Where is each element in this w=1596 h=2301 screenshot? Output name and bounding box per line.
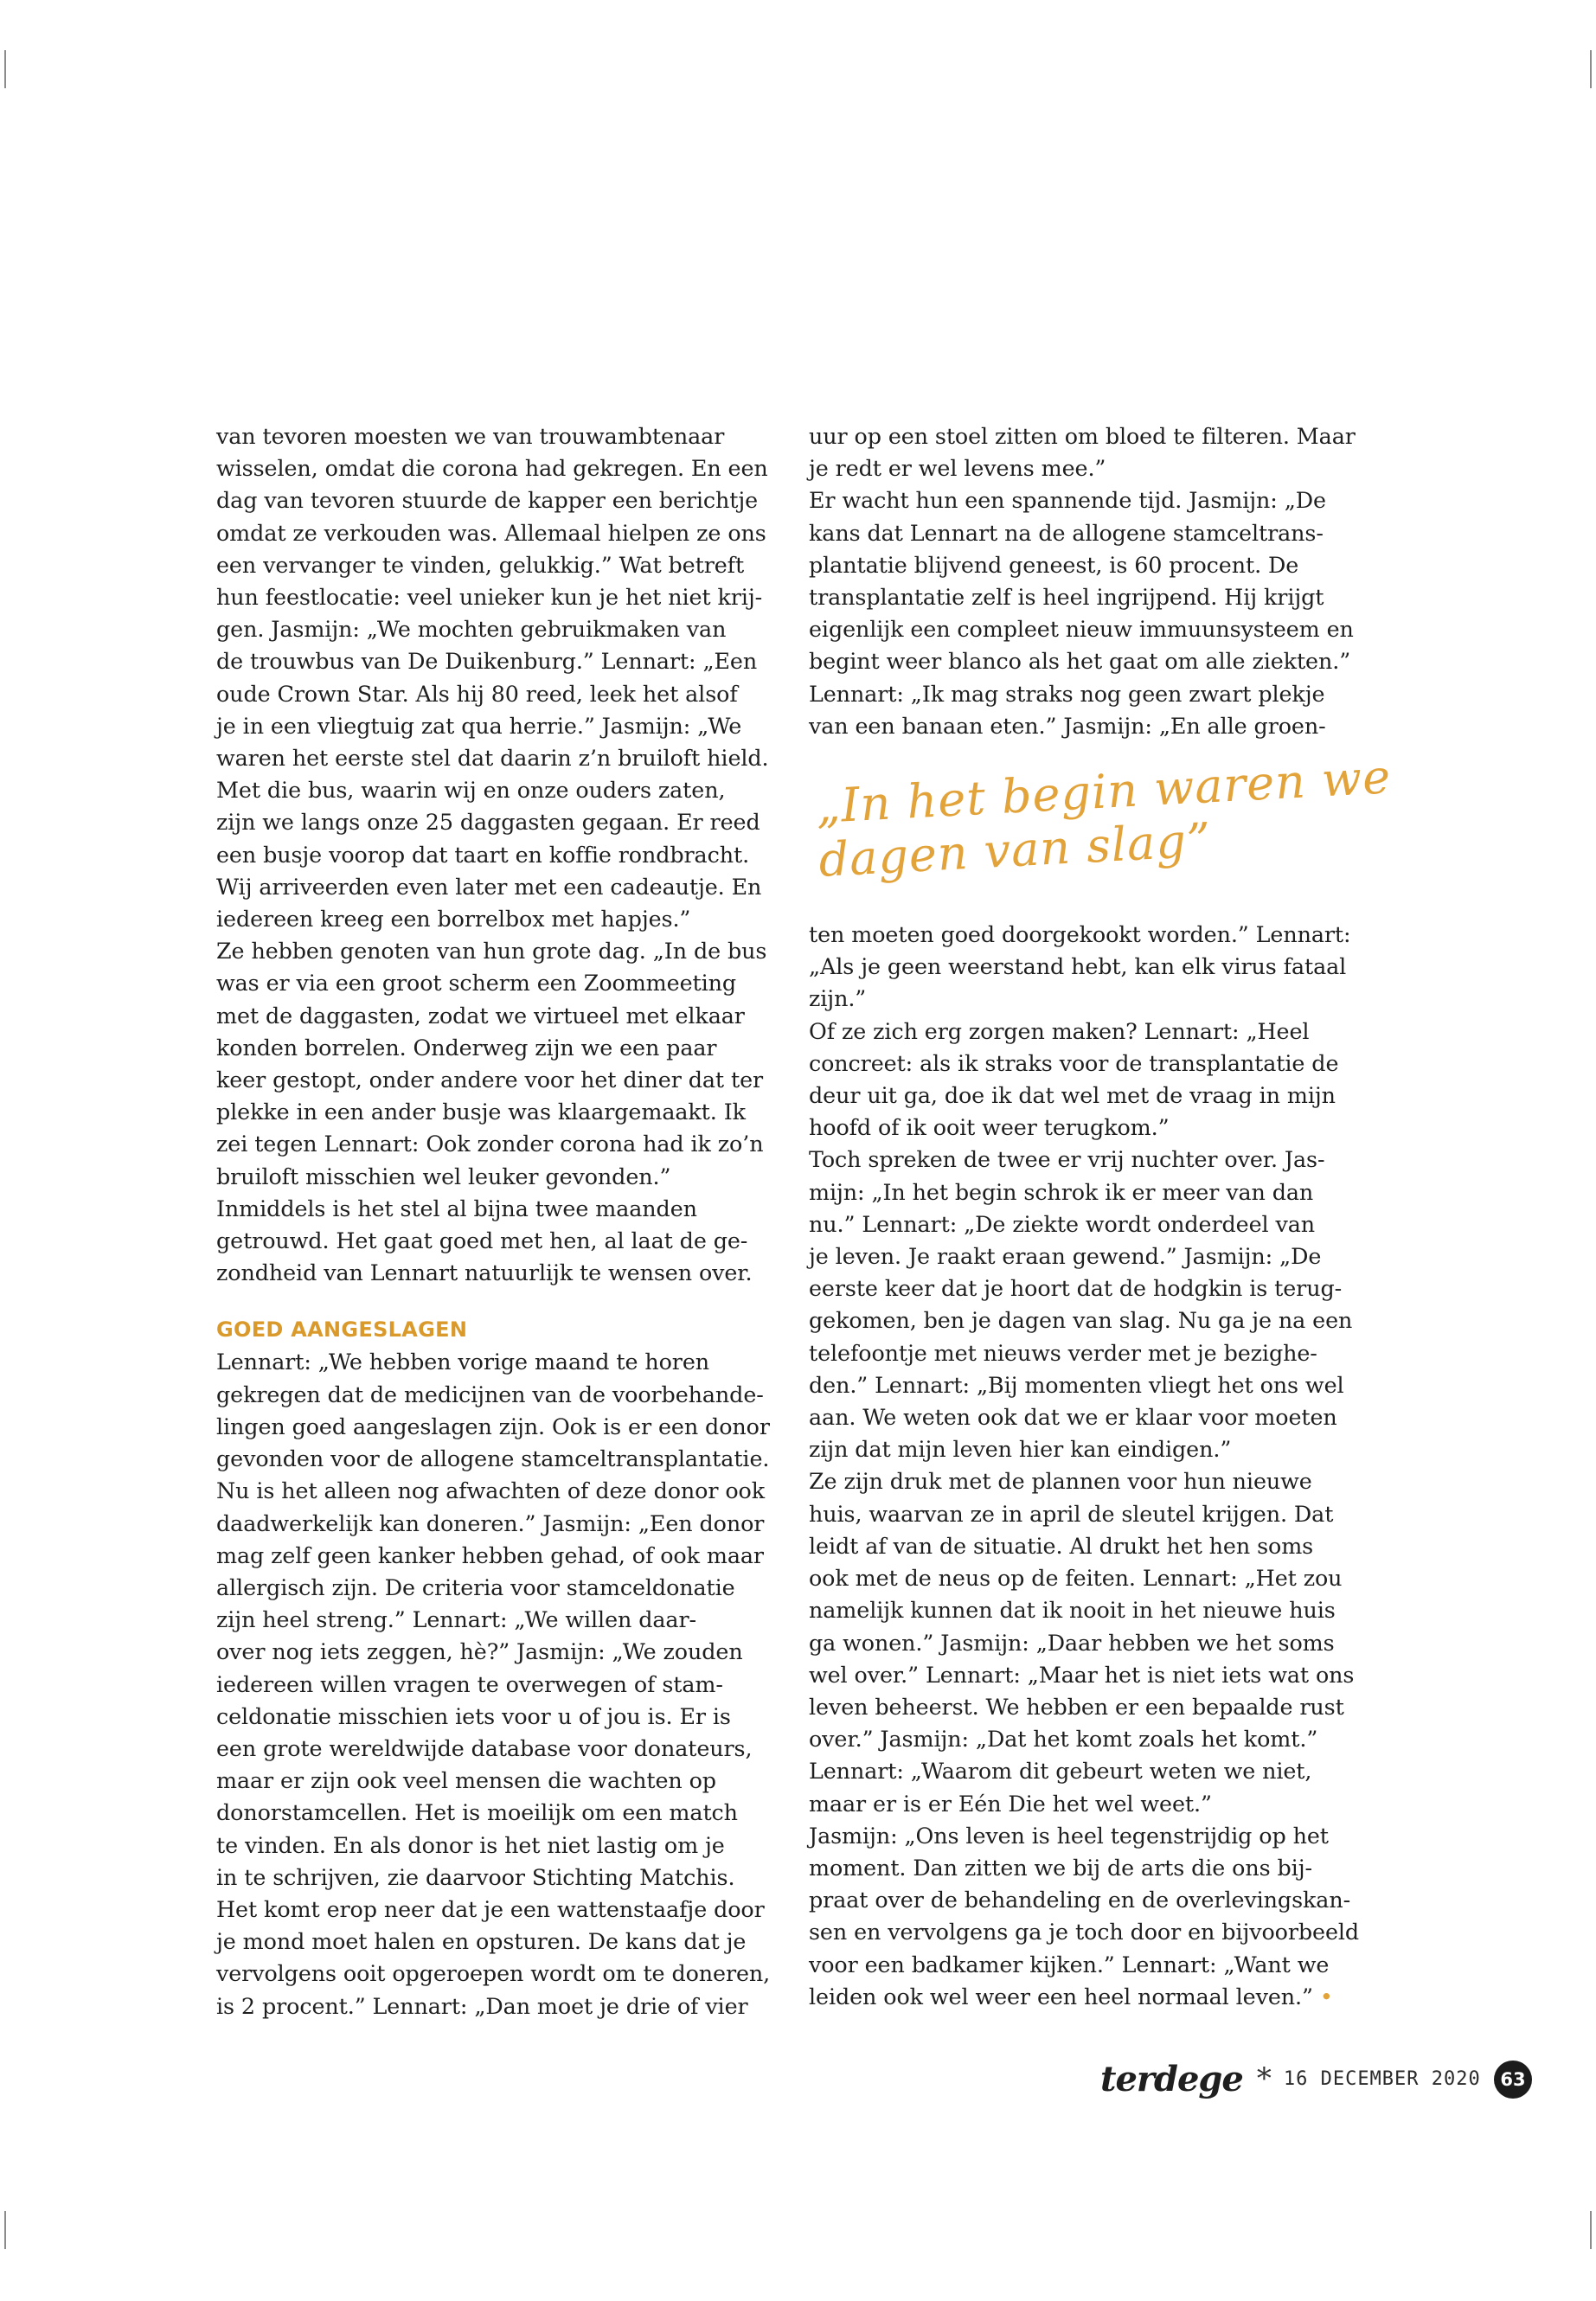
text-line: voor een badkamer kijken.” Lennart: „Want we (809, 1951, 1330, 1977)
right-body-text-2 (809, 919, 1362, 2013)
text-line: zondheid van Lennart natuurlijk te wensen over. (216, 1259, 753, 1286)
text-line: Er wacht hun een spannende tijd. Jasmijn: „De (809, 487, 1326, 514)
text-line: allergisch zijn. De criteria voor stamceldonatie (216, 1574, 735, 1600)
text-line: Het komt erop neer dat je een wattenstaafje door (216, 1895, 765, 1922)
text-line: iedereen kreeg een borrelbox met hapjes.” (216, 906, 691, 933)
text-line: deur uit ga, doe ik dat wel met de vraag in mijn (809, 1082, 1336, 1109)
text-line: Lennart: „Waarom dit gebeurt weten we niet, (809, 1758, 1312, 1785)
text-line: concreet: als ik straks voor de transplantatie de (809, 1049, 1339, 1076)
text-line: huis, waarvan ze in april de sleutel krijgen. Dat (809, 1500, 1334, 1527)
text-line: gekomen, ben je dagen van slag. Nu ga je na een (809, 1307, 1353, 1334)
text-line: lingen goed aangeslagen zijn. Ook is er een donor (216, 1413, 770, 1439)
text-line: wel over.” Lennart: „Maar het is niet iets wat ons (809, 1661, 1355, 1688)
text-line: daadwerkelijk kan doneren.” Jasmijn: „Een donor (216, 1509, 765, 1536)
text-line: je in een vliegtuig zat qua herrie.” Jasmijn: „We (216, 712, 742, 739)
crop-mark-bottom-right (1590, 2211, 1592, 2249)
text-line: Toch spreken de twee er vrij nuchter over. Jas- (809, 1146, 1325, 1173)
text-line: je redt er wel levens mee.” (809, 455, 1106, 482)
text-line: Jasmijn: „Ons leven is heel tegenstrijdig op het (809, 1822, 1329, 1849)
text-line: Ze hebben genoten van hun grote dag. „In de bus (216, 938, 767, 965)
text-line: ten moeten goed doorgekookt worden.” Lennart: (809, 921, 1351, 948)
text-line: zei tegen Lennart: Ook zonder corona had ik zo’n (216, 1131, 764, 1157)
text-line: van tevoren moesten we van trouwambtenaar (216, 423, 725, 449)
text-line: is 2 procent.” Lennart: „Dan moet je drie of vier (216, 1992, 748, 2019)
text-line: transplantatie zelf is heel ingrijpend. Hij krijgt (809, 584, 1324, 611)
text-line: aan. We weten ook dat we er klaar voor moeten (809, 1404, 1337, 1431)
text-line: plekke in een ander busje was klaargemaakt. Ik (216, 1099, 746, 1125)
text-line: iedereen willen vragen te overwegen of stam- (216, 1670, 723, 1697)
text-line: een busje voorop dat taart en koffie rondbracht. (216, 841, 750, 868)
text-line: een vervanger te vinden, gelukkig.” Wat betreft (216, 551, 745, 578)
text-line: eerste keer dat je hoort dat de hodgkin is terug- (809, 1275, 1343, 1302)
text-line: mag zelf geen kanker hebben gehad, of ook maar (216, 1541, 764, 1568)
text-line: in te schrijven, zie daarvoor Stichting Matchis. (216, 1863, 735, 1890)
text-line: de trouwbus van De Duikenburg.” Lennart: „Een (216, 648, 758, 675)
text-line: „Als je geen weerstand hebt, kan elk virus fataal (809, 953, 1347, 980)
text-line: een grote wereldwijde database voor donateurs, (216, 1734, 753, 1761)
text-line: Met die bus, waarin wij en onze ouders zaten, (216, 777, 726, 804)
text-line: zijn we langs onze 25 daggasten gegaan. Er reed (216, 809, 760, 836)
text-line: zijn.” (809, 985, 867, 1012)
pull-quote-line: dagen van slag” (817, 812, 1213, 888)
text-line: nu.” Lennart: „De ziekte wordt onderdeel van (809, 1210, 1316, 1237)
text-line: praat over de behandeling en de overlevingskan- (809, 1887, 1351, 1913)
text-line: Inmiddels is het stel al bijna twee maanden (216, 1195, 697, 1221)
text-line: je leven. Je raakt eraan gewend.” Jasmijn: „De (809, 1243, 1322, 1270)
text-line: den.” Lennart: „Bij momenten vliegt het ons wel (809, 1371, 1344, 1398)
text-line: over nog iets zeggen, hè?” Jasmijn: „We zouden (216, 1638, 743, 1665)
text-line: leven beheerst. We hebben er een bepaalde rust (809, 1693, 1344, 1720)
text-line: ook met de neus op de feiten. Lennart: „Het zou (809, 1565, 1343, 1592)
text-line: ga wonen.” Jasmijn: „Daar hebben we het soms (809, 1629, 1335, 1656)
asterisk-icon: * (1256, 2061, 1272, 2096)
right-column (809, 420, 1393, 2013)
text-line: je mond moet halen en opsturen. De kans dat je (216, 1928, 747, 1955)
text-line: Lennart: „We hebben vorige maand te horen (216, 1349, 710, 1375)
text-line: telefoontje met nieuws verder met je bezighe- (809, 1339, 1317, 1366)
text-line: oude Crown Star. Als hij 80 reed, leek het alsof (216, 680, 738, 707)
left-column (216, 420, 770, 2022)
text-line: Lennart: „Ik mag straks nog geen zwart plekje (809, 680, 1325, 707)
page-footer (1100, 2055, 1481, 2102)
text-line: maar er zijn ook veel mensen die wachten op (216, 1767, 716, 1794)
text-line: Of ze zich erg zorgen maken? Lennart: „Heel (809, 1017, 1310, 1044)
text-line: moment. Dan zitten we bij de arts die ons bij- (809, 1854, 1312, 1881)
text-line: gekregen dat de medicijnen van de voorbehande- (216, 1381, 764, 1407)
left-body-text-1 (216, 420, 770, 1289)
text-line: leidt af van de situatie. Al drukt het hen soms (809, 1532, 1314, 1559)
text-line: was er via een groot scherm een Zoommeeting (216, 970, 737, 997)
text-line: Wij arriveerden even later met een cadeautje. En (216, 873, 762, 900)
text-line: over.” Jasmijn: „Dat het komt zoals het komt.” (809, 1726, 1318, 1753)
section-heading: GOED AANGESLAGEN (216, 1317, 468, 1343)
text-line: konden borrelen. Onderweg zijn we een paar (216, 1034, 717, 1061)
text-line: begint weer blanco als het gaat om alle ziekten.” (809, 648, 1351, 675)
text-line: donorstamcellen. Het is moeilijk om een match (216, 1799, 738, 1826)
text-line: met de daggasten, zodat we virtueel met elkaar (216, 1002, 745, 1029)
page-number: 63 (1494, 2061, 1532, 2099)
text-line: gevonden voor de allogene stamceltransplantatie. (216, 1445, 770, 1472)
right-body-text-1 (809, 420, 1362, 742)
text-line: plantatie blijvend geneest, is 60 procent. De (809, 551, 1299, 578)
text-line: namelijk kunnen dat ik nooit in het nieuwe huis (809, 1597, 1336, 1624)
text-line: hoofd of ik ooit weer terugkom.” (809, 1114, 1170, 1141)
crop-mark-top-left (4, 50, 6, 88)
text-line: maar er is er Eén Die het wel weet.” (809, 1790, 1212, 1817)
text-line: waren het eerste stel dat daarin z’n bruiloft hield. (216, 745, 769, 772)
text-line: celdonatie misschien iets voor u of jou is. Er is (216, 1702, 731, 1729)
left-body-text-2 (216, 1346, 770, 2022)
crop-mark-top-right (1590, 50, 1592, 88)
text-line: hun feestlocatie: veel unieker kun je het niet krij- (216, 584, 763, 611)
end-mark-icon: • (1312, 1983, 1333, 2009)
text-line: Nu is het alleen nog afwachten of deze donor ook (216, 1477, 766, 1504)
text-line: eigenlijk een compleet nieuw immuunsysteem en (809, 616, 1354, 643)
text-line: te vinden. En als donor is het niet lastig om je (216, 1831, 725, 1858)
text-line: zijn dat mijn leven hier kan eindigen.” (809, 1436, 1232, 1463)
text-line: getrouwd. Het gaat goed met hen, al laat de ge- (216, 1227, 748, 1254)
crop-mark-bottom-left (4, 2211, 6, 2249)
text-line: uur op een stoel zitten om bloed te filteren. Maar (809, 423, 1356, 449)
text-line: sen en vervolgens ga je toch door en bijvoorbeeld (809, 1919, 1360, 1945)
text-line: van een banaan eten.” Jasmijn: „En alle groen- (809, 712, 1326, 739)
text-line: Ze zijn druk met de plannen voor hun nieuwe (809, 1468, 1312, 1495)
pull-quote (814, 749, 1393, 888)
text-line: gen. Jasmijn: „We mochten gebruikmaken van (216, 616, 727, 643)
text-line: kans dat Lennart na de allogene stamceltrans- (809, 519, 1324, 546)
text-line: mijn: „In het begin schrok ik er meer van dan (809, 1178, 1314, 1205)
text-line: vervolgens ooit opgeroepen wordt om te doneren, (216, 1960, 771, 1987)
text-line: dag van tevoren stuurde de kapper een berichtje (216, 487, 759, 514)
text-line: leiden ook wel weer een heel normaal leven.” • (809, 1983, 1333, 2009)
magazine-logo: terdege (1100, 2058, 1243, 2099)
text-line: wisselen, omdat die corona had gekregen. En een (216, 455, 768, 482)
issue-date: 16 DECEMBER 2020 (1283, 2067, 1481, 2090)
text-line: zijn heel streng.” Lennart: „We willen daar- (216, 1606, 696, 1633)
text-line: bruiloft misschien wel leuker gevonden.” (216, 1163, 671, 1189)
text-line: keer gestopt, onder andere voor het diner dat ter (216, 1067, 764, 1093)
text-line: omdat ze verkouden was. Allemaal hielpen ze ons (216, 519, 766, 546)
pull-quote-line: „In het begin waren we (814, 749, 1393, 835)
